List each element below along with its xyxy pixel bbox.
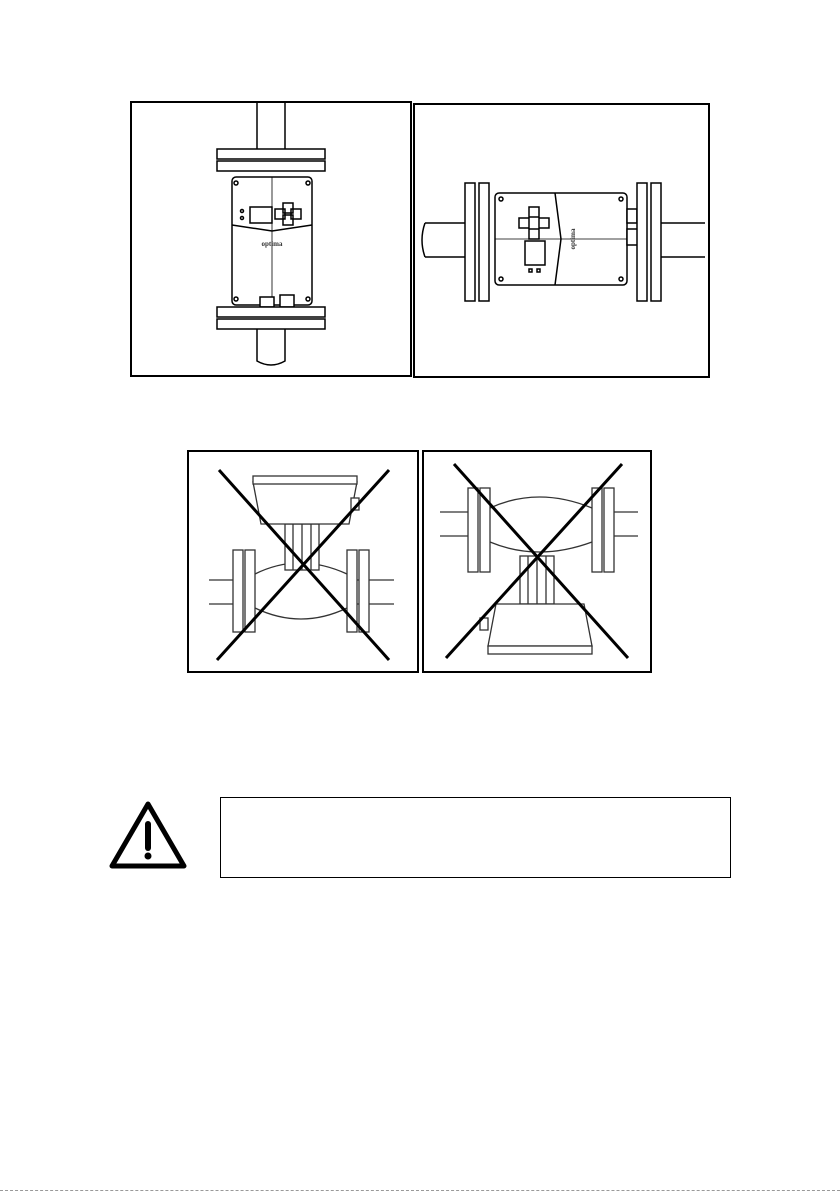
figure-horizontal-mount [413,103,710,378]
figure-vertical-mount [130,101,412,377]
pump-horizontal-drawing [415,105,708,376]
pump-vertical-drawing [132,103,410,375]
warning-triangle-icon [108,800,188,870]
page-bottom-rule [0,1190,840,1191]
figure-incorrect-motor-up [187,450,419,673]
pump-logo: optima [261,240,283,248]
pump-incorrect-up-drawing [189,452,417,671]
pump-incorrect-down-drawing [424,452,650,671]
warning-note-box [220,797,731,878]
pump-logo-rotated: optima [569,228,577,250]
figure-incorrect-motor-down [422,450,652,673]
